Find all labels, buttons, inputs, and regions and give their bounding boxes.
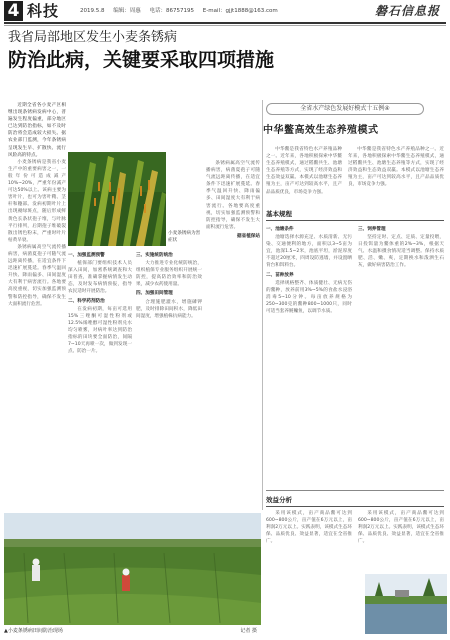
measure-body: 植保部门要组织技术人员深入田间，加密系统调查和大田普查，准确掌握病情发生动态，及时发布病情预报，指导农民适时开展防治。 (68, 261, 132, 295)
issue-date: 2019.5.8 (80, 8, 105, 14)
field-image (4, 513, 261, 625)
article-column-2 (68, 250, 132, 508)
measure-body: 大力推进专业化统防统治，组织植保专业服务组织开展统一防控，提高防治效率和防治效果，减少农药使用量。 (136, 261, 202, 288)
pond-photo (365, 574, 447, 634)
measure-head: 三、实施统防统治 (136, 253, 173, 258)
benefit-body: 采用该模式，亩产商品鳖可达到600~800公斤，亩产值在6万元以上，亩利润2万元以上。实践表明，该模式生态环保、品质优良、效益显著，适宜在全省推广。 (358, 511, 444, 545)
article-lead: 近期全省各小麦产区相继出现条锈病发病中心，普遍发生程度偏重，部分地区已达到防治指标，如不及时防治将会造成较大损失。据农业部门监测，今年条锈病呈现发生早、扩散快、流行风险高的特点。 (8, 103, 66, 158)
article-column-4 (206, 160, 260, 508)
benefit-text-1 (266, 510, 352, 570)
step-body: 池塘选择水源充足、水质清新、无污染、交通便利的地方，面积以3~5亩为宜，池深1.5~2米，池底平坦，淤泥厚度不超过20厘米，四周设防逃墙，并设置晒背台和饵料台。 (266, 235, 352, 269)
right-body-col-1 (266, 224, 352, 486)
bottom-photo-caption (4, 627, 261, 636)
wheat-rust-photo (68, 152, 166, 246)
editor-credit: 编辑：周惠 (113, 8, 141, 14)
phone-number: 电话：86757195 (149, 8, 195, 14)
step-body: 选择规格整齐、体质健壮、无病无伤的鳖种，放养前用3%~5%的食盐水浸浴消毒5~10分钟。每亩放养规格为250~300克的鳖种800~1000只，同时可适当套养鲢鳙鱼，以调节水质。 (266, 280, 352, 315)
bottom-caption-text: ▲小麦条锈病田间防治现场 (4, 628, 63, 634)
article-column-1 (8, 102, 66, 508)
right-intro-text: 中华鳖是我省特色水产养殖品种之一。近年来，各地积极探索中华鳖生态养殖模式，通过稻鳖共生、池塘生态养殖等方式，实现了经济效益和生态效益双赢。本模式以池塘生态养殖为主，亩产可达到较高水平，且产品品质优良，市场竞争力强。 (348, 147, 444, 188)
page-number: 4 (4, 1, 23, 21)
article-paragraph: 条锈病属高空气流传播病害，病菌夏孢子可随气流远距离传播，在适宜条件下迅速扩展蔓延。春季气温回升快、降雨偏多、田间湿度大有利于病害流行。各地要高度重视，切实加强监测预警和防控指导，确保不发生大面积流行危害。 (206, 161, 260, 230)
farmer-figure (32, 559, 40, 582)
article-source: 据省植保站 (237, 233, 260, 239)
article-kicker: 我省局部地区发生小麦条锈病 (8, 30, 178, 45)
section-heading-benefit: 效益分析 (266, 496, 292, 504)
right-article-title: 中华鳖高效生态养殖模式 (263, 125, 379, 136)
right-intro-text: 中华鳖是我省特色水产养殖品种之一。近年来，各地积极探索中华鳖生态养殖模式，通过稻鳖共生、池塘生态养殖等方式，实现了经济效益和生态效益双赢。本模式以池塘生态养殖为主，亩产可达到较高水平，且产品品质优良，市场竞争力强。 (266, 147, 342, 195)
photo-caption: 小麦条锈病为害症状 (168, 231, 201, 243)
masthead-meta (80, 6, 285, 14)
article-paragraph: 条锈病属高空气流传播病害，病菌夏孢子可随气流远距离传播，在适宜条件下迅速扩展蔓延。春季气温回升快、降雨偏多、田间湿度大有利于病害流行。各地要高度重视，切实加强监测预警和防控指导，确保不发生大面积流行危害。 (8, 244, 66, 307)
right-intro-cont (348, 146, 444, 204)
measure-head: 二、科学药剂防治 (68, 298, 105, 304)
article-headline: 防治此病，关键要采取四项措施 (8, 49, 275, 71)
section-rule (266, 220, 444, 221)
step-head: 三、饲养管理 (358, 227, 386, 232)
benefit-text-2 (358, 510, 444, 570)
section-divider (266, 490, 444, 491)
email-address[interactable]: E-mail：gjjt1888@163.com (202, 8, 278, 14)
masthead (0, 0, 450, 24)
pond-image (365, 574, 447, 634)
column-divider (262, 100, 263, 510)
right-body-col-2 (358, 224, 444, 486)
masthead-rule (4, 22, 446, 24)
step-body: 坚持定时、定点、定质、定量投喂，日投饵量为鳖体重的2%~3%，根据天气、水温和摄食情况适当调整。保持水质肥、活、嫩、爽，定期换水和泼洒生石灰，做好病害防治工作。 (358, 235, 444, 269)
masthead-rule-thin (4, 25, 446, 26)
paper-logo: 磐石信息报 (374, 4, 440, 18)
measure-body: 合理施肥灌水，增施磷钾肥，及时排除田间积水，降低田间湿度，增强植株抗病能力。 (136, 299, 202, 319)
section-heading-basic: 基本规程 (266, 210, 292, 218)
wheat-field-photo (4, 513, 261, 625)
wheat-leaves-image (68, 152, 166, 246)
step-head: 二、苗种放养 (266, 272, 294, 278)
benefit-body: 采用该模式，亩产商品鳖可达到600~800公斤，亩产值在6万元以上，亩利润2万元以上。实践表明，该模式生态环保、品质优良、效益显著，适宜在全省推广。 (266, 511, 352, 545)
farmer-figure (122, 569, 130, 592)
measure-body: 在发病初期，每亩可选用15%三唑酮可湿性粉剂或12.5%烯唑醇可湿性粉剂兑水均匀喷雾，对病叶率达到防治指标的田块要全面防治，间隔7~10天再喷一次，做到发现一点、防治一片。 (68, 306, 132, 355)
article-paragraph: 小麦条锈病是我省小麦生产中的重要病害之一，一般年份可造成减产10%~20%，严重年份减产可达50%以上。该病主要为害叶片，也可为害叶鞘、茎秆和穗部。发病初期叶片上出现褪绿斑点，随后形成鲜黄色长条状孢子堆，与叶脉平行排列，后期孢子堆破裂散出锈色粉末，严重时叶片枯黄早衰。 (8, 159, 66, 243)
photo-credit: 记者 摄 (240, 628, 257, 634)
section-rule (266, 506, 444, 507)
step-head: 一、池塘条件 (266, 227, 294, 232)
article-column-3 (136, 250, 202, 508)
measure-head: 四、加强田间管理 (136, 291, 173, 297)
series-banner: 全省水产绿色发展好模式十五例④ (266, 103, 424, 115)
section-title: 科技 (27, 2, 60, 20)
measure-head: 一、加强监测预警 (68, 253, 105, 258)
right-intro (266, 146, 342, 204)
